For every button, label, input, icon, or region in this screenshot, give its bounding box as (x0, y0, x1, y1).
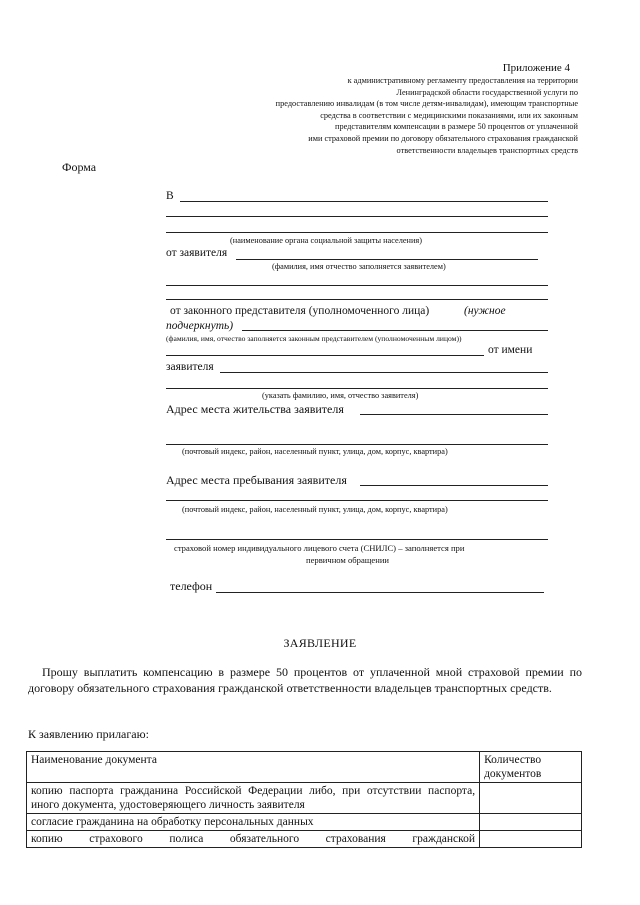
appendix-title: Приложение 4 (502, 62, 570, 74)
snils-caption-1: страховой номер индивидуального лицевого счета (СНИЛС) – заполняется при (174, 543, 465, 553)
applicant-caption: (указать фамилию, имя, отчество заявителя) (262, 391, 419, 400)
doc-name-cell: копию страхового полиса обязательного страхования гражданской (27, 831, 480, 848)
rep-line-2[interactable] (166, 355, 484, 356)
organ-line-3[interactable] (166, 232, 548, 233)
applicant-line-2[interactable] (166, 388, 548, 389)
phone-label: телефон (170, 579, 213, 593)
stay-line[interactable] (360, 485, 548, 486)
applicant-label: заявителя (166, 361, 214, 373)
documents-table (26, 751, 582, 848)
attach-label: К заявлению прилагаю: (28, 727, 149, 741)
forma-label: Форма (62, 160, 97, 174)
document-title: ЗАЯВЛЕНИЕ (283, 636, 357, 650)
appendix-line: Ленинградской области государственной услуги по (396, 87, 578, 97)
fio-line-3[interactable] (166, 299, 548, 300)
on-behalf-label: от имени (488, 344, 533, 356)
doc-count-cell[interactable] (480, 831, 582, 848)
header-doc-count: Количество документов (480, 752, 582, 783)
table-row (27, 783, 582, 814)
residence-label: Адрес места жительства заявителя (166, 402, 344, 416)
organ-caption: (наименование органа социальной защиты населения) (230, 236, 422, 245)
table-header-row (27, 752, 582, 783)
stay-label: Адрес места пребывания заявителя (166, 473, 347, 487)
doc-count-cell[interactable] (480, 783, 582, 814)
fio-line-2[interactable] (166, 285, 548, 286)
appendix-line: ими страховой премии по договору обязательного страхования гражданской (308, 133, 578, 143)
fio-caption: (фамилия, имя отчество заполняется заявителем) (272, 262, 446, 271)
doc-name-cell: согласие гражданина на обработку персональных данных (27, 814, 480, 831)
residence-line-2[interactable] (166, 444, 548, 445)
applicant-fio-line[interactable] (236, 259, 538, 260)
rep-fio-line[interactable] (242, 330, 548, 331)
residence-caption: (почтовый индекс, район, населенный пункт, улица, дом, корпус, квартира) (182, 447, 448, 456)
applicant-line[interactable] (220, 372, 548, 373)
rep-note-part1: (нужное (464, 305, 506, 317)
rep-note-part2: подчеркнуть) (166, 320, 234, 332)
appendix-line: предоставлению инвалидам (в том числе детям-инвалидам), имеющим транспортные (275, 99, 578, 109)
rep-label: от законного представителя (уполномоченного лица) (170, 305, 430, 317)
to-label: В (166, 190, 174, 202)
snils-line[interactable] (166, 539, 548, 540)
phone-line[interactable] (216, 592, 544, 593)
organ-line-2[interactable] (166, 216, 548, 217)
appendix-line: средства в соответствии с медицинскими показаниями, или их законным (320, 110, 578, 120)
request-text: Прошу выплатить компенсацию в размере 50 процентов от уплаченной мной страховой премии по договору обязательного страхования гражданской ответственности владельцев транспортных средств. (28, 665, 582, 695)
snils-caption-2: первичном обращении (306, 555, 390, 565)
stay-line-2[interactable] (166, 500, 548, 501)
rep-caption: (фамилия, имя, отчество заполняется законным представителем (уполномоченным лицом)) (166, 334, 462, 343)
from-label: от заявителя (166, 247, 228, 259)
organ-line-1[interactable] (180, 201, 548, 202)
appendix-line: представителям компенсации в размере 50 процентов от уплаченной (335, 122, 578, 132)
header-doc-name: Наименование документа (27, 752, 480, 783)
appendix-line: ответственности владельцев транспортных средств (396, 145, 578, 155)
rep-label-row (170, 305, 429, 318)
residence-line[interactable] (360, 414, 548, 415)
appendix-line: к административному регламенту предоставления на территории (347, 76, 578, 85)
table-row (27, 814, 582, 831)
doc-count-cell[interactable] (480, 814, 582, 831)
doc-name-cell: копию паспорта гражданина Российской Федерации либо, при отсутствии паспорта, иного документа, удостоверяющего личность заявителя (27, 783, 480, 814)
stay-caption: (почтовый индекс, район, населенный пункт, улица, дом, корпус, квартира) (182, 505, 448, 514)
table-row (27, 831, 582, 848)
